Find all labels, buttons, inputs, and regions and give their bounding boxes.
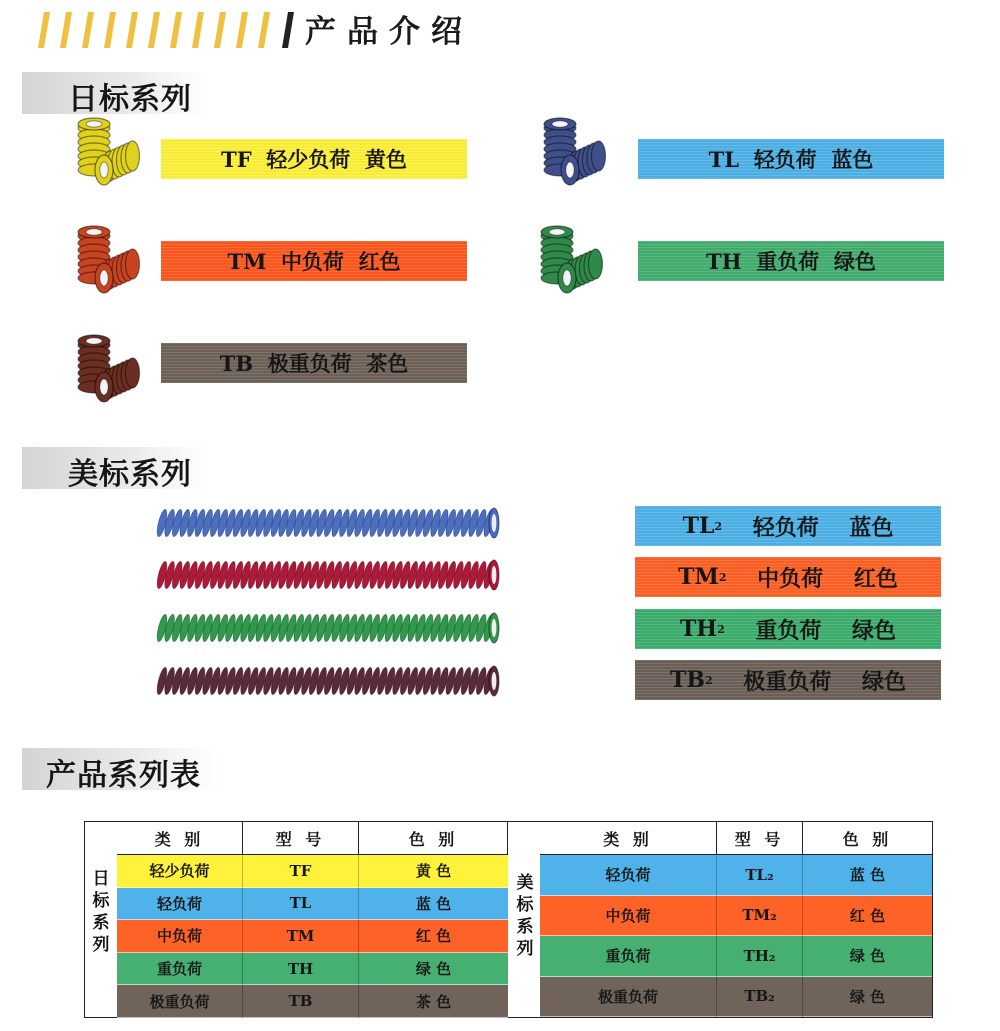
table-row	[540, 936, 932, 977]
long-spring-icon	[156, 664, 504, 698]
series-load: 轻负荷	[753, 147, 832, 172]
page-title: 产品介绍	[305, 14, 473, 50]
series-load: 重负荷	[756, 249, 834, 274]
series-code: TL	[708, 146, 754, 172]
table-cell-color: 绿 色	[359, 953, 508, 986]
usa-series-bar	[635, 557, 941, 597]
table-row	[540, 977, 932, 1018]
table-row	[117, 888, 508, 921]
table-cell-color: 红 色	[359, 920, 508, 953]
series-load: 极重负荷	[712, 668, 862, 695]
series-color: 绿色	[852, 617, 897, 644]
usa-table-side-label	[510, 872, 540, 960]
series-load: 极重负荷	[267, 351, 367, 376]
series-code-subscript: 2	[714, 519, 723, 533]
series-code: TH	[679, 616, 718, 642]
table-row	[117, 953, 508, 986]
table-cell-model: TH₂	[717, 936, 803, 977]
table-cell-type: 轻负荷	[117, 888, 243, 921]
usa-table-header	[540, 822, 932, 855]
table-cell-type: 轻负荷	[540, 855, 717, 896]
japan-series-bar	[638, 241, 944, 281]
spring-icon	[538, 116, 610, 200]
series-load: 中负荷	[280, 249, 359, 274]
series-color: 红色	[853, 565, 898, 592]
series-load: 中负荷	[726, 565, 854, 592]
section-title-table	[22, 748, 222, 793]
table-row	[540, 896, 932, 937]
series-code-subscript: 2	[705, 673, 713, 687]
series-color: 绿色	[833, 249, 876, 274]
series-code-subscript: 2	[717, 622, 725, 636]
series-color: 蓝色	[831, 147, 874, 172]
table-row	[117, 920, 508, 953]
usa-header-type: 类 别	[540, 822, 717, 855]
series-color: 黄色	[364, 147, 407, 172]
japan-series-bar	[638, 139, 944, 179]
table-cell-model: TM₂	[717, 896, 803, 937]
series-code: TH	[706, 248, 757, 274]
series-code: TB	[670, 667, 705, 693]
table-cell-type: 重负荷	[540, 936, 717, 977]
japan-header-type: 类 别	[117, 822, 243, 855]
table-cell-type: 极重负荷	[117, 985, 243, 1018]
series-code-subscript: 2	[718, 570, 727, 584]
series-color: 茶色	[366, 351, 409, 376]
side-label-char: 标	[516, 895, 534, 915]
table-cell-model: TB	[243, 985, 359, 1018]
table-cell-color: 茶 色	[359, 985, 508, 1018]
series-color: 红色	[358, 249, 401, 274]
table-cell-color: 蓝 色	[803, 855, 932, 896]
table-cell-color: 绿 色	[803, 936, 932, 977]
series-color: 蓝色	[849, 514, 894, 541]
side-label-char: 系	[92, 913, 110, 933]
table-cell-type: 重负荷	[117, 953, 243, 986]
series-code: TB	[219, 350, 268, 376]
usa-header-color: 色 别	[803, 822, 932, 855]
spring-icon	[72, 116, 144, 200]
section-title-japan	[22, 72, 212, 117]
japan-table-side-label	[86, 868, 116, 956]
japan-header-model: 型 号	[243, 822, 359, 855]
series-code: TF	[221, 146, 267, 172]
spring-icon	[72, 224, 144, 308]
japan-series-table	[84, 821, 508, 1018]
section-title-japan-text: 日标系列	[68, 82, 192, 117]
table-cell-type: 轻少负荷	[117, 855, 243, 888]
table-cell-model: TL	[243, 888, 359, 921]
series-load: 轻少负荷	[266, 147, 365, 172]
table-cell-type: 中负荷	[117, 920, 243, 953]
table-cell-model: TF	[243, 855, 359, 888]
table-row	[117, 985, 508, 1018]
japan-series-bar	[161, 139, 467, 179]
section-title-usa-text: 美标系列	[68, 457, 192, 492]
series-load: 轻负荷	[722, 514, 850, 541]
table-row	[540, 855, 932, 896]
table-cell-model: TH	[243, 953, 359, 986]
usa-series-bar	[635, 660, 941, 700]
side-label-char: 美	[516, 873, 534, 893]
japan-side-char	[86, 868, 116, 956]
usa-series-bar	[635, 506, 941, 546]
table-cell-color: 蓝 色	[359, 888, 508, 921]
series-color: 绿色	[861, 668, 906, 695]
side-label-char: 标	[92, 891, 110, 911]
usa-series-bar	[635, 609, 941, 649]
series-code: TM	[227, 248, 281, 274]
table-cell-type: 极重负荷	[540, 977, 717, 1018]
series-load: 重负荷	[724, 617, 853, 644]
long-spring-icon	[156, 611, 504, 645]
table-cell-model: TM	[243, 920, 359, 953]
side-label-char: 列	[92, 935, 110, 955]
spring-icon	[72, 333, 144, 417]
series-code: TM	[678, 564, 719, 590]
japan-series-bar	[161, 241, 467, 281]
table-cell-color: 红 色	[803, 896, 932, 937]
side-label-char: 日	[92, 869, 110, 889]
usa-header-model: 型 号	[717, 822, 803, 855]
table-cell-model: TL₂	[717, 855, 803, 896]
side-label-char: 系	[516, 917, 534, 937]
japan-header-color: 色 别	[359, 822, 508, 855]
header-stripes-decoration	[30, 12, 300, 48]
long-spring-icon	[156, 506, 504, 540]
section-title-table-text: 产品系列表	[46, 758, 201, 793]
side-label-char: 列	[516, 939, 534, 959]
spring-icon	[535, 224, 607, 308]
table-row	[117, 855, 508, 888]
table-cell-type: 中负荷	[540, 896, 717, 937]
table-cell-color: 绿 色	[803, 977, 932, 1018]
table-cell-model: TB₂	[717, 977, 803, 1018]
japan-table-header	[117, 822, 508, 855]
usa-side-char	[510, 872, 540, 960]
japan-series-bar	[161, 343, 467, 383]
section-title-usa	[22, 447, 212, 492]
table-cell-color: 黄 色	[359, 855, 508, 888]
long-spring-icon	[156, 558, 504, 592]
usa-series-table	[508, 821, 933, 1018]
series-code: TL	[682, 513, 715, 539]
